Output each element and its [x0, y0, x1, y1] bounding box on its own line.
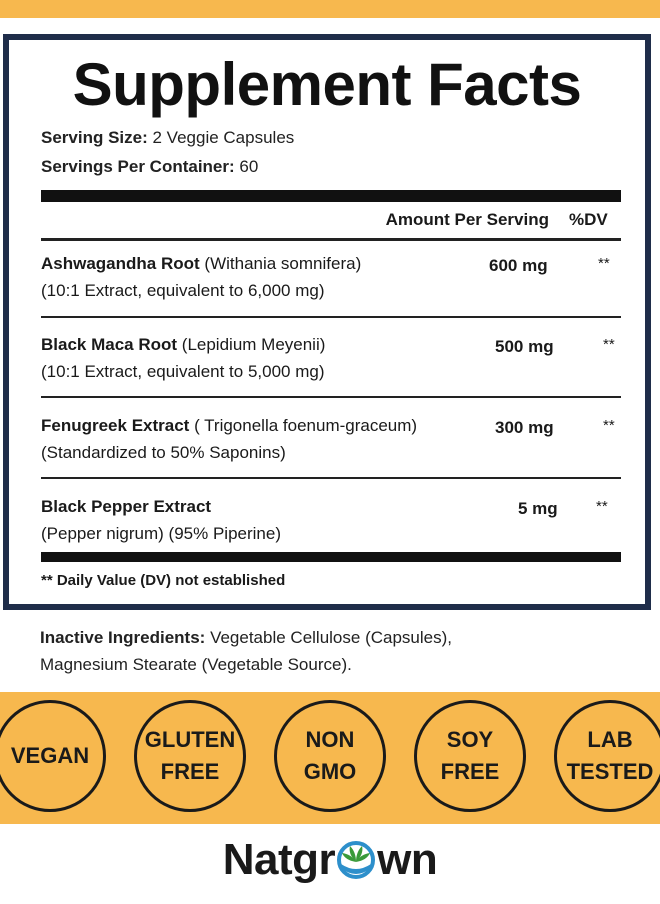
ingredient-amount: 5 mg — [518, 499, 558, 518]
ingredient-detail: (Standardized to 50% Saponins) — [41, 443, 286, 462]
brand-name-part1: Natgr — [222, 835, 336, 884]
ingredient-row — [41, 250, 621, 304]
ingredient-amount: 300 mg — [495, 418, 554, 437]
soy-free-badge: SOY FREE — [414, 700, 526, 812]
ingredient-dv: ** — [603, 336, 615, 353]
ingredient-detail: (10:1 Extract, equivalent to 6,000 mg) — [41, 281, 325, 300]
ingredient-row — [41, 331, 621, 385]
gluten-free-badge: GLUTEN FREE — [134, 700, 246, 812]
inactive-ingredients — [40, 624, 600, 678]
servings-per-container-label: Servings Per Container: — [41, 157, 235, 176]
supplement-facts-panel — [3, 34, 651, 610]
top-accent-strip — [0, 0, 660, 18]
header-divider — [41, 238, 621, 241]
row-divider — [41, 396, 621, 398]
servings-per-container — [41, 157, 258, 177]
amount-per-serving-header: Amount Per Serving — [385, 210, 549, 229]
globe-leaf-icon — [336, 840, 376, 880]
ingredient-row — [41, 412, 621, 466]
inactive-ingredients-line2: Magnesium Stearate (Vegetable Source). — [40, 655, 352, 674]
row-divider — [41, 316, 621, 318]
ingredient-latin: (Lepidium Meyenii) — [181, 335, 326, 354]
servings-per-container-value: 60 — [239, 157, 259, 176]
ingredient-dv: ** — [598, 255, 610, 272]
ingredient-amount: 500 mg — [495, 337, 554, 356]
serving-size-value: 2 Veggie Capsules — [152, 128, 295, 147]
serving-size-label: Serving Size: — [41, 128, 148, 147]
panel-title: Supplement Facts — [72, 51, 582, 118]
dv-header: %DV — [569, 210, 608, 229]
ingredient-row — [41, 493, 621, 547]
inactive-ingredients-line1: Vegetable Cellulose (Capsules), — [210, 628, 452, 647]
ingredient-dv: ** — [603, 417, 615, 434]
vegan-badge: VEGAN — [0, 700, 106, 812]
row-divider — [41, 477, 621, 479]
bottom-thick-divider — [41, 552, 621, 562]
ingredient-latin: (Withania somnifera) — [204, 254, 362, 273]
ingredient-name: Black Maca Root — [41, 335, 178, 354]
inactive-ingredients-label: Inactive Ingredients: — [40, 628, 206, 647]
brand-logo — [0, 830, 660, 890]
non-gmo-badge: NON GMO — [274, 700, 386, 812]
ingredient-amount: 600 mg — [489, 256, 548, 275]
certification-badges — [0, 692, 660, 824]
dv-footnote: ** Daily Value (DV) not established — [41, 572, 286, 589]
serving-size — [41, 128, 294, 148]
thick-divider — [41, 190, 621, 202]
lab-tested-badge: LAB TESTED — [554, 700, 660, 812]
ingredient-dv: ** — [596, 498, 608, 515]
ingredient-name: Black Pepper Extract — [41, 497, 212, 516]
ingredient-name: Fenugreek Extract — [41, 416, 190, 435]
ingredient-latin: ( Trigonella foenum-graceum) — [194, 416, 418, 435]
ingredient-detail: (10:1 Extract, equivalent to 5,000 mg) — [41, 362, 325, 381]
ingredient-detail: (Pepper nigrum) (95% Piperine) — [41, 524, 281, 543]
brand-name-part2: wn — [377, 835, 438, 884]
ingredient-name: Ashwagandha Root — [41, 254, 200, 273]
